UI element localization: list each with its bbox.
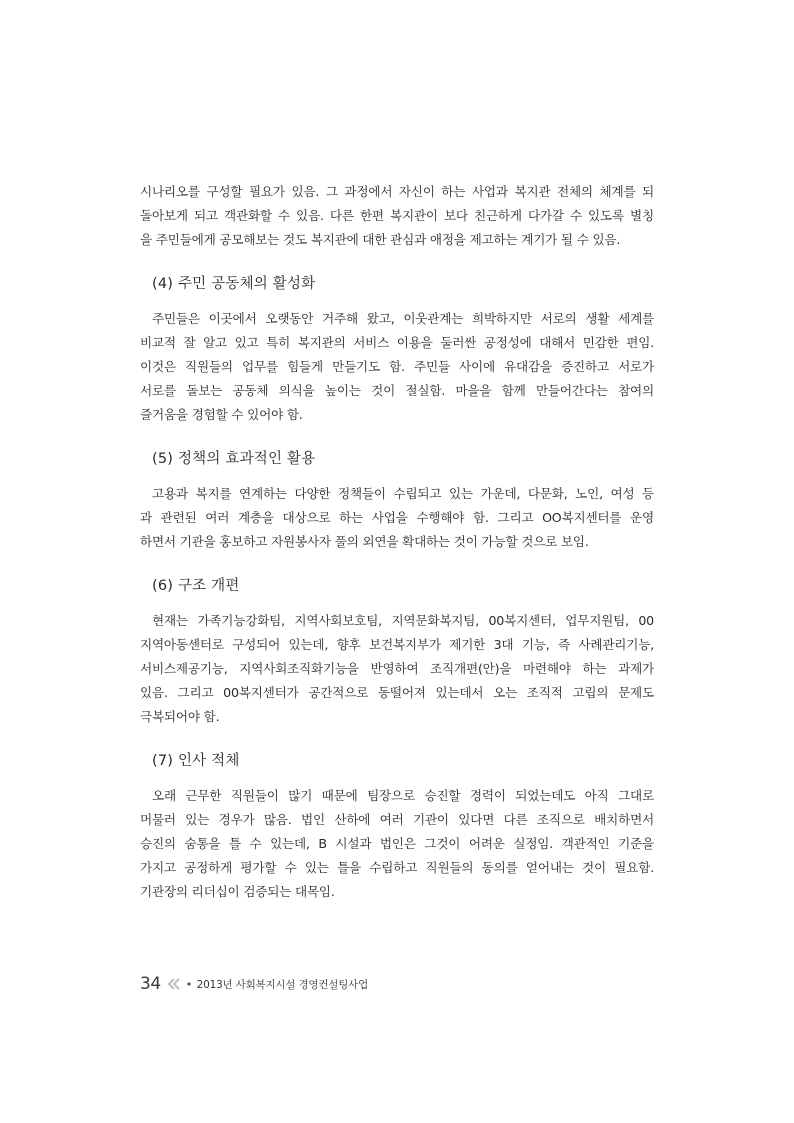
page-footer	[140, 974, 368, 994]
intro-line: 시나리오를 구성할 필요가 있음. 그 과정에서 자신이 하는 사업과 복지관 전체의 체계를 되	[140, 184, 654, 199]
section-paragraph-6	[140, 609, 654, 729]
paragraph-line: 즐거움을 경험할 수 있어야 함.	[140, 407, 303, 422]
paragraph-line: 가지고 공정하게 평가할 수 있는 틀을 수립하고 직원들의 동의를 얻어내는 것이 필요함.	[140, 860, 654, 875]
paragraph-line: 있음. 그리고 00복지센터가 공간적으로 동떨어져 있는데서 오는 조직적 고립의 문제도	[140, 685, 654, 700]
paragraph-line: 극복되어야 함.	[140, 709, 220, 724]
paragraph-line: 기관장의 리더십이 검증되는 대목임.	[140, 884, 335, 899]
section-paragraph-5	[140, 482, 654, 554]
intro-line: 을 주민들에게 공모해보는 것도 복지관에 대한 관심과 애정을 제고하는 계기가 될 수 있음.	[140, 232, 621, 247]
section-paragraph-7	[140, 784, 654, 904]
paragraph-line: 이것은 직원들의 업무를 힘들게 만들기도 함. 주민들 사이에 유대감을 증진하고 서로가	[140, 359, 654, 374]
paragraph-line: 과 관련된 여러 계층을 대상으로 하는 사업을 수행해야 함. 그리고 OO복지센터를 운영	[140, 510, 654, 525]
paragraph-line: 고용과 복지를 연계하는 다양한 정책들이 수립되고 있는 가운데, 다문화, 노인, 여성 등	[152, 486, 654, 501]
paragraph-line: 주민들은 이곳에서 오랫동안 거주해 왔고, 이웃관계는 희박하지만 서로의 생활 세계를	[152, 311, 654, 326]
footer-title: 2013년 사회복지시설 경영컨설팅사업	[196, 978, 369, 991]
section-heading-5: (5) 정책의 효과적인 활용	[152, 451, 316, 467]
page-number: 34	[140, 974, 161, 994]
section-heading-7: (7) 인사 적체	[152, 753, 240, 769]
paragraph-line: 하면서 기관을 홍보하고 자원봉사자 풀의 외연을 확대하는 것이 가능할 것으로 보임.	[140, 534, 589, 549]
double-chevron-left-icon	[167, 977, 181, 991]
paragraph-line: 서로를 돌보는 공동체 의식을 높이는 것이 절실함. 마을을 함께 만들어간다는 참여의	[140, 383, 654, 398]
section-heading-4: (4) 주민 공동체의 활성화	[152, 276, 316, 292]
section-heading-6: (6) 구조 개편	[152, 578, 240, 594]
intro-line: 돌아보게 되고 객관화할 수 있음. 다른 한편 복지관이 보다 친근하게 다가갈 수 있도록 별칭	[140, 208, 654, 223]
paragraph-line: 현재는 가족기능강화팀, 지역사회보호팀, 지역문화복지팀, 00복지센터, 업무지원팀, 00	[152, 613, 654, 628]
paragraph-line: 승진의 숨통을 틀 수 있는데, B 시설과 법인은 그것이 어려운 실정임. 객관적인 기준을	[140, 836, 654, 851]
paragraph-line: 지역아동센터로 구성되어 있는데, 향후 보건복지부가 제기한 3대 기능, 즉 사례관리기능,	[140, 637, 654, 652]
paragraph-line: 비교적 잘 알고 있고 특히 복지관의 서비스 이용을 둘러싼 공정성에 대해서 민감한 편임.	[140, 335, 654, 350]
bullet-dot-icon	[187, 982, 191, 986]
paragraph-line: 머물러 있는 경우가 많음. 법인 산하에 여러 기관이 있다면 다른 조직으로 배치하면서	[140, 812, 654, 827]
intro-paragraph	[140, 180, 654, 252]
section-paragraph-4	[140, 307, 654, 427]
paragraph-line: 서비스제공기능, 지역사회조직화기능을 반영하여 조직개편(안)을 마련해야 하는 과제가	[140, 661, 654, 676]
paragraph-line: 오래 근무한 직원들이 많기 때문에 팀장으로 승진할 경력이 되었는데도 아직 그대로	[152, 788, 654, 803]
document-body	[140, 180, 654, 904]
